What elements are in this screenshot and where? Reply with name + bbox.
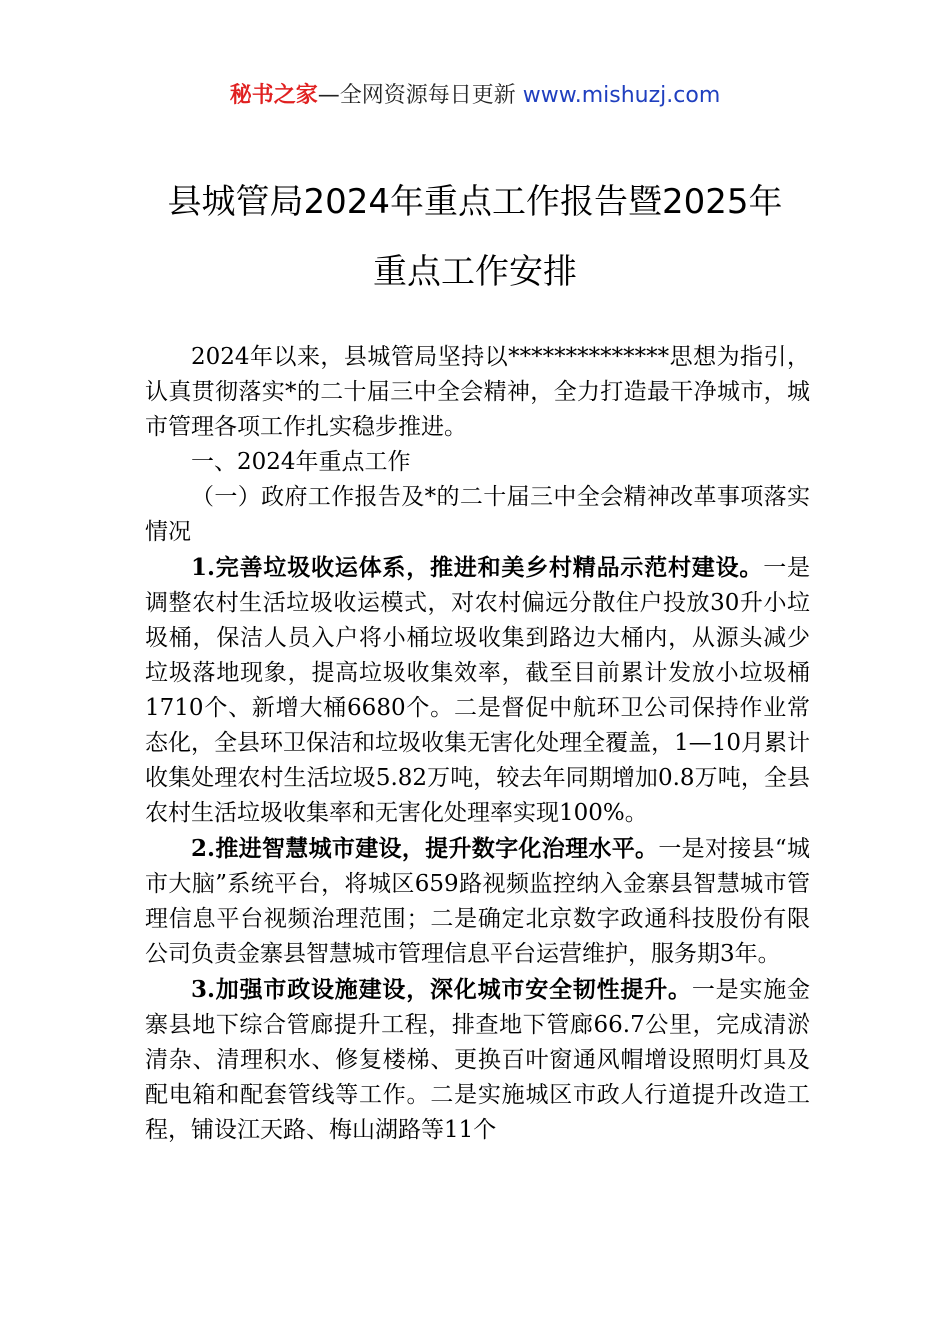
brand-name: 秘书之家 [229, 83, 318, 108]
document-title-line-1: 县城管局2024年重点工作报告暨2025年 [167, 182, 783, 222]
item-text: 一是对接县“城市大脑”系统平台，将城区659路视频监控纳入金寨县智慧城市管理信息平台视频治理范围；二是确定北京数字政通科技股份有限公司负责金寨县智慧城市管理信息平台运营维护，服务期3年。 [145, 836, 810, 967]
item-heading: 1.完善垃圾收运体系，推进和美乡村精品示范村建设。 [191, 554, 764, 581]
site-link[interactable]: www.mishuzj.com [522, 83, 721, 108]
document-body [145, 340, 810, 1148]
item-text: 一是实施金寨县地下综合管廊提升工程，排查地下管廊66.7公里，完成清淤清杂、清理积水、修复楼梯、更换百叶窗通风帽增设照明灯具及配电箱和配套管线等工作。二是实施城区市政人行道提升改造工程，铺设江天路、梅山湖路等11个 [145, 977, 811, 1143]
site-banner [0, 80, 950, 112]
item-heading: 2.推进智慧城市建设，提升数字化治理水平。 [191, 835, 659, 862]
item-paragraph [145, 550, 810, 831]
subsection-heading: （一）政府工作报告及*的二十届三中全会精神改革事项落实情况 [145, 484, 810, 545]
item-paragraph [145, 831, 810, 972]
section-heading: 一、2024年重点工作 [191, 449, 411, 475]
item-paragraph [145, 972, 810, 1148]
banner-slogan: —全网资源每日更新 [317, 83, 523, 108]
intro-paragraph: 2024年以来，县城管局坚持以**************思想为指引，认真贯彻落实*的二十届三中全会精神，全力打造最干净城市，城市管理各项工作扎实稳步推进。 [145, 344, 810, 440]
item-text: 一是调整农村生活垃圾收运模式，对农村偏远分散住户投放30升小垃圾桶，保洁人员入户将小桶垃圾收集到路边大桶内，从源头减少垃圾落地现象，提高垃圾收集效率，截至目前累计发放小垃圾桶1710个、新增大桶6680个。二是督促中航环卫公司保持作业常态化，全县环卫保洁和垃圾收集无害化处理全覆盖，1—10月累计收集处理农村生活垃圾5.82万吨，较去年同期增加0.8万吨，全县农村生活垃圾收集率和无害化处理率实现100%。 [145, 555, 811, 826]
document-title-line-2: 重点工作安排 [373, 252, 577, 292]
item-heading: 3.加强市政设施建设，深化城市安全韧性提升。 [191, 976, 692, 1003]
